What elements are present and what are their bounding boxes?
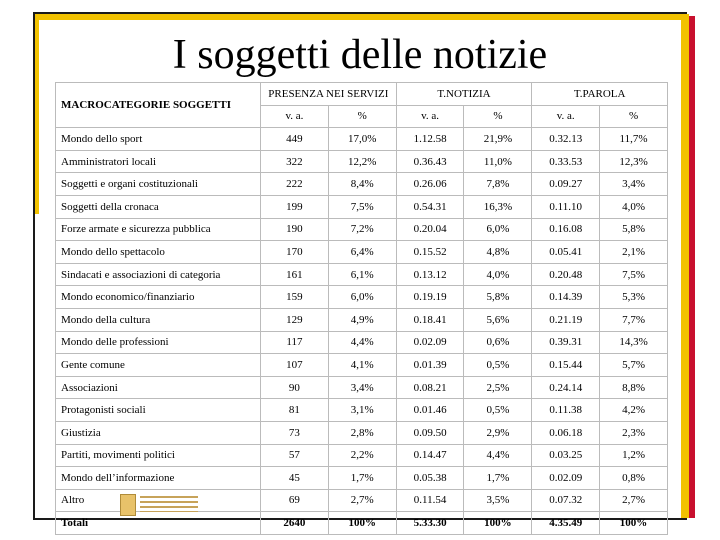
row-cell: 2,9% (464, 421, 532, 444)
row-label: Protagonisti sociali (56, 399, 261, 422)
frame-accent-right-red (689, 16, 695, 518)
sub-header: v. a. (261, 105, 329, 128)
row-cell: 0.09.50 (396, 421, 464, 444)
row-cell: 0.05.41 (532, 241, 600, 264)
macro-header: MACROCATEGORIE SOGGETTI (56, 83, 261, 128)
row-cell: 100% (600, 512, 668, 535)
row-cell: 6,0% (328, 286, 396, 309)
row-cell: 2,2% (328, 444, 396, 467)
sub-header: v. a. (396, 105, 464, 128)
group-header-tparola: T.PAROLA (532, 83, 668, 106)
row-cell: 73 (261, 421, 329, 444)
row-label: Amministratori locali (56, 150, 261, 173)
row-cell: 322 (261, 150, 329, 173)
row-cell: 100% (464, 512, 532, 535)
row-cell: 12,2% (328, 150, 396, 173)
row-cell: 16,3% (464, 195, 532, 218)
total-label: Totali (56, 512, 261, 535)
row-cell: 45 (261, 467, 329, 490)
table-row (56, 263, 668, 286)
row-cell: 0.11.10 (532, 195, 600, 218)
sub-header: % (600, 105, 668, 128)
row-cell: 69 (261, 489, 329, 512)
header-row-groups (56, 83, 668, 106)
row-cell: 6,1% (328, 263, 396, 286)
row-label: Altro (56, 489, 261, 512)
row-cell: 0.07.32 (532, 489, 600, 512)
row-cell: 0.02.09 (532, 467, 600, 490)
row-label: Mondo delle professioni (56, 331, 261, 354)
row-cell: 81 (261, 399, 329, 422)
row-cell: 4,8% (464, 241, 532, 264)
frame-accent-right (681, 14, 689, 518)
row-label: Soggetti e organi costituzionali (56, 173, 261, 196)
row-cell: 12,3% (600, 150, 668, 173)
row-cell: 100% (328, 512, 396, 535)
row-cell: 5,8% (464, 286, 532, 309)
row-label: Forze armate e sicurezza pubblica (56, 218, 261, 241)
table-row (56, 128, 668, 151)
table-row (56, 444, 668, 467)
row-cell: 0.18.41 (396, 308, 464, 331)
row-label: Giustizia (56, 421, 261, 444)
page-title: I soggetti delle notizie (172, 32, 548, 78)
row-cell: 7,5% (600, 263, 668, 286)
row-cell: 21,9% (464, 128, 532, 151)
row-cell: 0.01.46 (396, 399, 464, 422)
row-cell: 129 (261, 308, 329, 331)
row-cell: 4,4% (464, 444, 532, 467)
row-cell: 0.33.53 (532, 150, 600, 173)
row-cell: 0.06.18 (532, 421, 600, 444)
row-cell: 11,0% (464, 150, 532, 173)
frame-accent-top (35, 14, 685, 20)
row-cell: 5,7% (600, 354, 668, 377)
sub-header: % (464, 105, 532, 128)
row-cell: 117 (261, 331, 329, 354)
row-label: Mondo dello spettacolo (56, 241, 261, 264)
row-cell: 107 (261, 354, 329, 377)
row-cell: 0.36.43 (396, 150, 464, 173)
row-label: Mondo dell’informazione (56, 467, 261, 490)
row-cell: 199 (261, 195, 329, 218)
row-cell: 190 (261, 218, 329, 241)
footer-logo (120, 492, 200, 518)
row-cell: 4,1% (328, 354, 396, 377)
row-cell: 3,4% (600, 173, 668, 196)
row-cell: 0.09.27 (532, 173, 600, 196)
row-cell: 0.26.06 (396, 173, 464, 196)
row-cell: 2,7% (600, 489, 668, 512)
row-cell: 2,7% (328, 489, 396, 512)
sub-header: v. a. (532, 105, 600, 128)
row-cell: 2,1% (600, 241, 668, 264)
row-cell: 2640 (261, 512, 329, 535)
table-row (56, 467, 668, 490)
row-cell: 4,0% (464, 263, 532, 286)
row-cell: 0.24.14 (532, 376, 600, 399)
row-cell: 0.11.38 (532, 399, 600, 422)
row-cell: 0.16.08 (532, 218, 600, 241)
row-cell: 0.20.48 (532, 263, 600, 286)
row-cell: 8,8% (600, 376, 668, 399)
row-cell: 0,5% (464, 354, 532, 377)
row-label: Mondo dello sport (56, 128, 261, 151)
row-cell: 159 (261, 286, 329, 309)
row-cell: 2,8% (328, 421, 396, 444)
row-cell: 0.05.38 (396, 467, 464, 490)
table-row (56, 195, 668, 218)
table-row (56, 376, 668, 399)
group-header-tnotizia: T.NOTIZIA (396, 83, 532, 106)
row-cell: 3,4% (328, 376, 396, 399)
row-cell: 0.11.54 (396, 489, 464, 512)
row-cell: 4,2% (600, 399, 668, 422)
row-cell: 5,3% (600, 286, 668, 309)
row-cell: 449 (261, 128, 329, 151)
table-row (56, 421, 668, 444)
logo-mark-icon (120, 494, 136, 516)
row-cell: 17,0% (328, 128, 396, 151)
logo-text-lines (140, 496, 198, 512)
row-cell: 8,4% (328, 173, 396, 196)
row-cell: 0.20.04 (396, 218, 464, 241)
row-cell: 7,7% (600, 308, 668, 331)
row-label: Mondo della cultura (56, 308, 261, 331)
row-cell: 0.15.52 (396, 241, 464, 264)
row-cell: 4,9% (328, 308, 396, 331)
row-cell: 4.35.49 (532, 512, 600, 535)
row-cell: 0.54.31 (396, 195, 464, 218)
row-cell: 222 (261, 173, 329, 196)
row-label: Partiti, movimenti politici (56, 444, 261, 467)
row-cell: 0.15.44 (532, 354, 600, 377)
row-cell: 3,5% (464, 489, 532, 512)
row-cell: 11,7% (600, 128, 668, 151)
table-row (56, 399, 668, 422)
row-label: Gente comune (56, 354, 261, 377)
row-cell: 0.08.21 (396, 376, 464, 399)
row-cell: 4,0% (600, 195, 668, 218)
group-header-presenza: PRESENZA NEI SERVIZI (261, 83, 397, 106)
row-cell: 5.33.30 (396, 512, 464, 535)
table-row (56, 286, 668, 309)
row-cell: 0,6% (464, 331, 532, 354)
row-cell: 7,8% (464, 173, 532, 196)
row-cell: 90 (261, 376, 329, 399)
row-cell: 0.13.12 (396, 263, 464, 286)
row-cell: 0.14.47 (396, 444, 464, 467)
row-cell: 0.32.13 (532, 128, 600, 151)
table-body (56, 128, 668, 535)
row-cell: 4,4% (328, 331, 396, 354)
row-cell: 0.01.39 (396, 354, 464, 377)
row-cell: 2,3% (600, 421, 668, 444)
row-cell: 5,6% (464, 308, 532, 331)
table-row (56, 354, 668, 377)
row-cell: 2,5% (464, 376, 532, 399)
table-row (56, 173, 668, 196)
row-label: Mondo economico/finanziario (56, 286, 261, 309)
row-cell: 0.19.19 (396, 286, 464, 309)
row-cell: 14,3% (600, 331, 668, 354)
table-row (56, 218, 668, 241)
row-cell: 170 (261, 241, 329, 264)
row-cell: 0,5% (464, 399, 532, 422)
row-cell: 3,1% (328, 399, 396, 422)
row-cell: 6,4% (328, 241, 396, 264)
row-cell: 0.03.25 (532, 444, 600, 467)
data-table (55, 82, 668, 535)
row-cell: 57 (261, 444, 329, 467)
row-cell: 161 (261, 263, 329, 286)
row-cell: 7,5% (328, 195, 396, 218)
table-row (56, 150, 668, 173)
row-label: Soggetti della cronaca (56, 195, 261, 218)
table-row (56, 308, 668, 331)
row-cell: 0.21.19 (532, 308, 600, 331)
table-row (56, 241, 668, 264)
row-cell: 1.12.58 (396, 128, 464, 151)
row-cell: 0,8% (600, 467, 668, 490)
row-cell: 0.02.09 (396, 331, 464, 354)
row-cell: 1,7% (464, 467, 532, 490)
row-cell: 0.39.31 (532, 331, 600, 354)
row-cell: 5,8% (600, 218, 668, 241)
row-label: Sindacati e associazioni di categoria (56, 263, 261, 286)
table-row (56, 331, 668, 354)
sub-header: % (328, 105, 396, 128)
row-label: Associazioni (56, 376, 261, 399)
row-cell: 6,0% (464, 218, 532, 241)
row-cell: 7,2% (328, 218, 396, 241)
row-cell: 1,2% (600, 444, 668, 467)
row-cell: 0.14.39 (532, 286, 600, 309)
row-cell: 1,7% (328, 467, 396, 490)
